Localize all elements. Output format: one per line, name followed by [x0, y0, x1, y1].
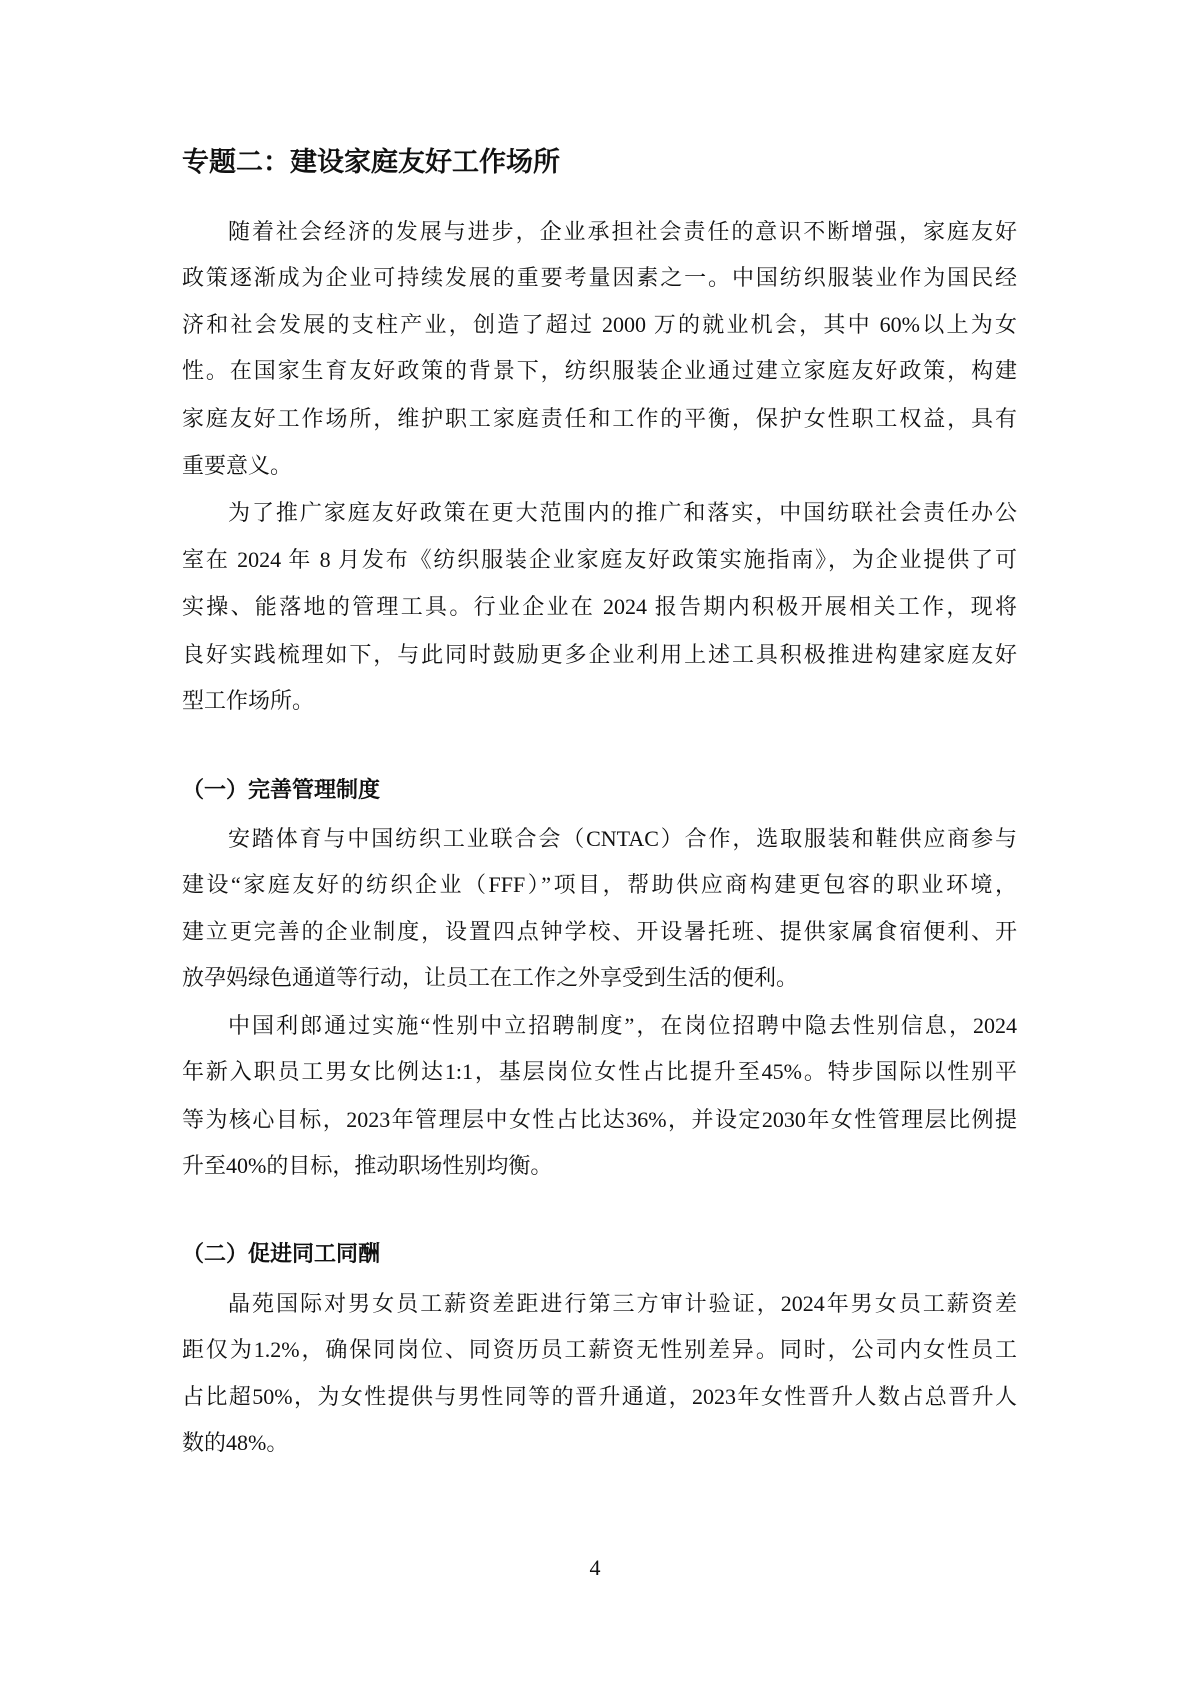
section-title: 专题二：建设家庭友好工作场所: [182, 147, 560, 178]
text-line: 家庭友好工作场所，维护职工家庭责任和工作的平衡，保护女性职工权益，具有: [182, 406, 1017, 431]
text-line: 型工作场所。: [182, 688, 315, 713]
page-number: 4: [589, 1555, 601, 1580]
text-line: 随着社会经济的发展与进步，企业承担社会责任的意识不断增强，家庭友好: [228, 219, 1017, 244]
text-line: 济和社会发展的支柱产业，创造了超过 2000 万的就业机会，其中 60%以上为女: [182, 312, 1017, 337]
text-line: 建设“家庭友好的纺织企业（FFF）”项目，帮助供应商构建更包容的职业环境，: [182, 872, 1017, 897]
text-line: 实操、能落地的管理工具。行业企业在 2024 报告期内积极开展相关工作，现将: [182, 594, 1017, 619]
subheading-management: （一）完善管理制度: [182, 778, 381, 803]
text-line: 安踏体育与中国纺织工业联合会（CNTAC）合作，选取服装和鞋供应商参与: [228, 826, 1017, 851]
text-line: 等为核心目标，2023年管理层中女性占比达36%，并设定2030年女性管理层比例提: [182, 1107, 1017, 1132]
text-line: 晶苑国际对男女员工薪资差距进行第三方审计验证，2024年男女员工薪资差: [228, 1291, 1017, 1316]
text-line: 年新入职员工男女比例达1:1，基层岗位女性占比提升至45%。特步国际以性别平: [182, 1059, 1017, 1084]
text-line: 占比超50%，为女性提供与男性同等的晋升通道，2023年女性晋升人数占总晋升人: [182, 1384, 1017, 1409]
text-line: 中国利郎通过实施“性别中立招聘制度”，在岗位招聘中隐去性别信息，2024: [228, 1013, 1017, 1038]
text-line: 政策逐渐成为企业可持续发展的重要考量因素之一。中国纺织服装业作为国民经: [182, 265, 1017, 290]
text-line: 建立更完善的企业制度，设置四点钟学校、开设暑托班、提供家属食宿便利、开: [182, 919, 1017, 944]
text-line: 距仅为1.2%，确保同岗位、同资历员工薪资无性别差异。同时，公司内女性员工: [182, 1337, 1017, 1362]
text-line: 数的48%。: [182, 1430, 289, 1455]
text-line: 为了推广家庭友好政策在更大范围内的推广和落实，中国纺联社会责任办公: [228, 500, 1017, 525]
text-line: 放孕妈绿色通道等行动，让员工在工作之外享受到生活的便利。: [182, 965, 799, 990]
text-line: 性。在国家生育友好政策的背景下，纺织服装企业通过建立家庭友好政策，构建: [182, 358, 1017, 383]
subheading-equal-pay: （二）促进同工同酬: [182, 1242, 381, 1267]
text-line: 良好实践梳理如下，与此同时鼓励更多企业利用上述工具积极推进构建家庭友好: [182, 642, 1017, 667]
text-line: 室在 2024 年 8 月发布《纺织服装企业家庭友好政策实施指南》，为企业提供了可: [182, 547, 1017, 572]
text-line: 重要意义。: [182, 453, 293, 478]
text-line: 升至40%的目标，推动职场性别均衡。: [182, 1153, 553, 1178]
